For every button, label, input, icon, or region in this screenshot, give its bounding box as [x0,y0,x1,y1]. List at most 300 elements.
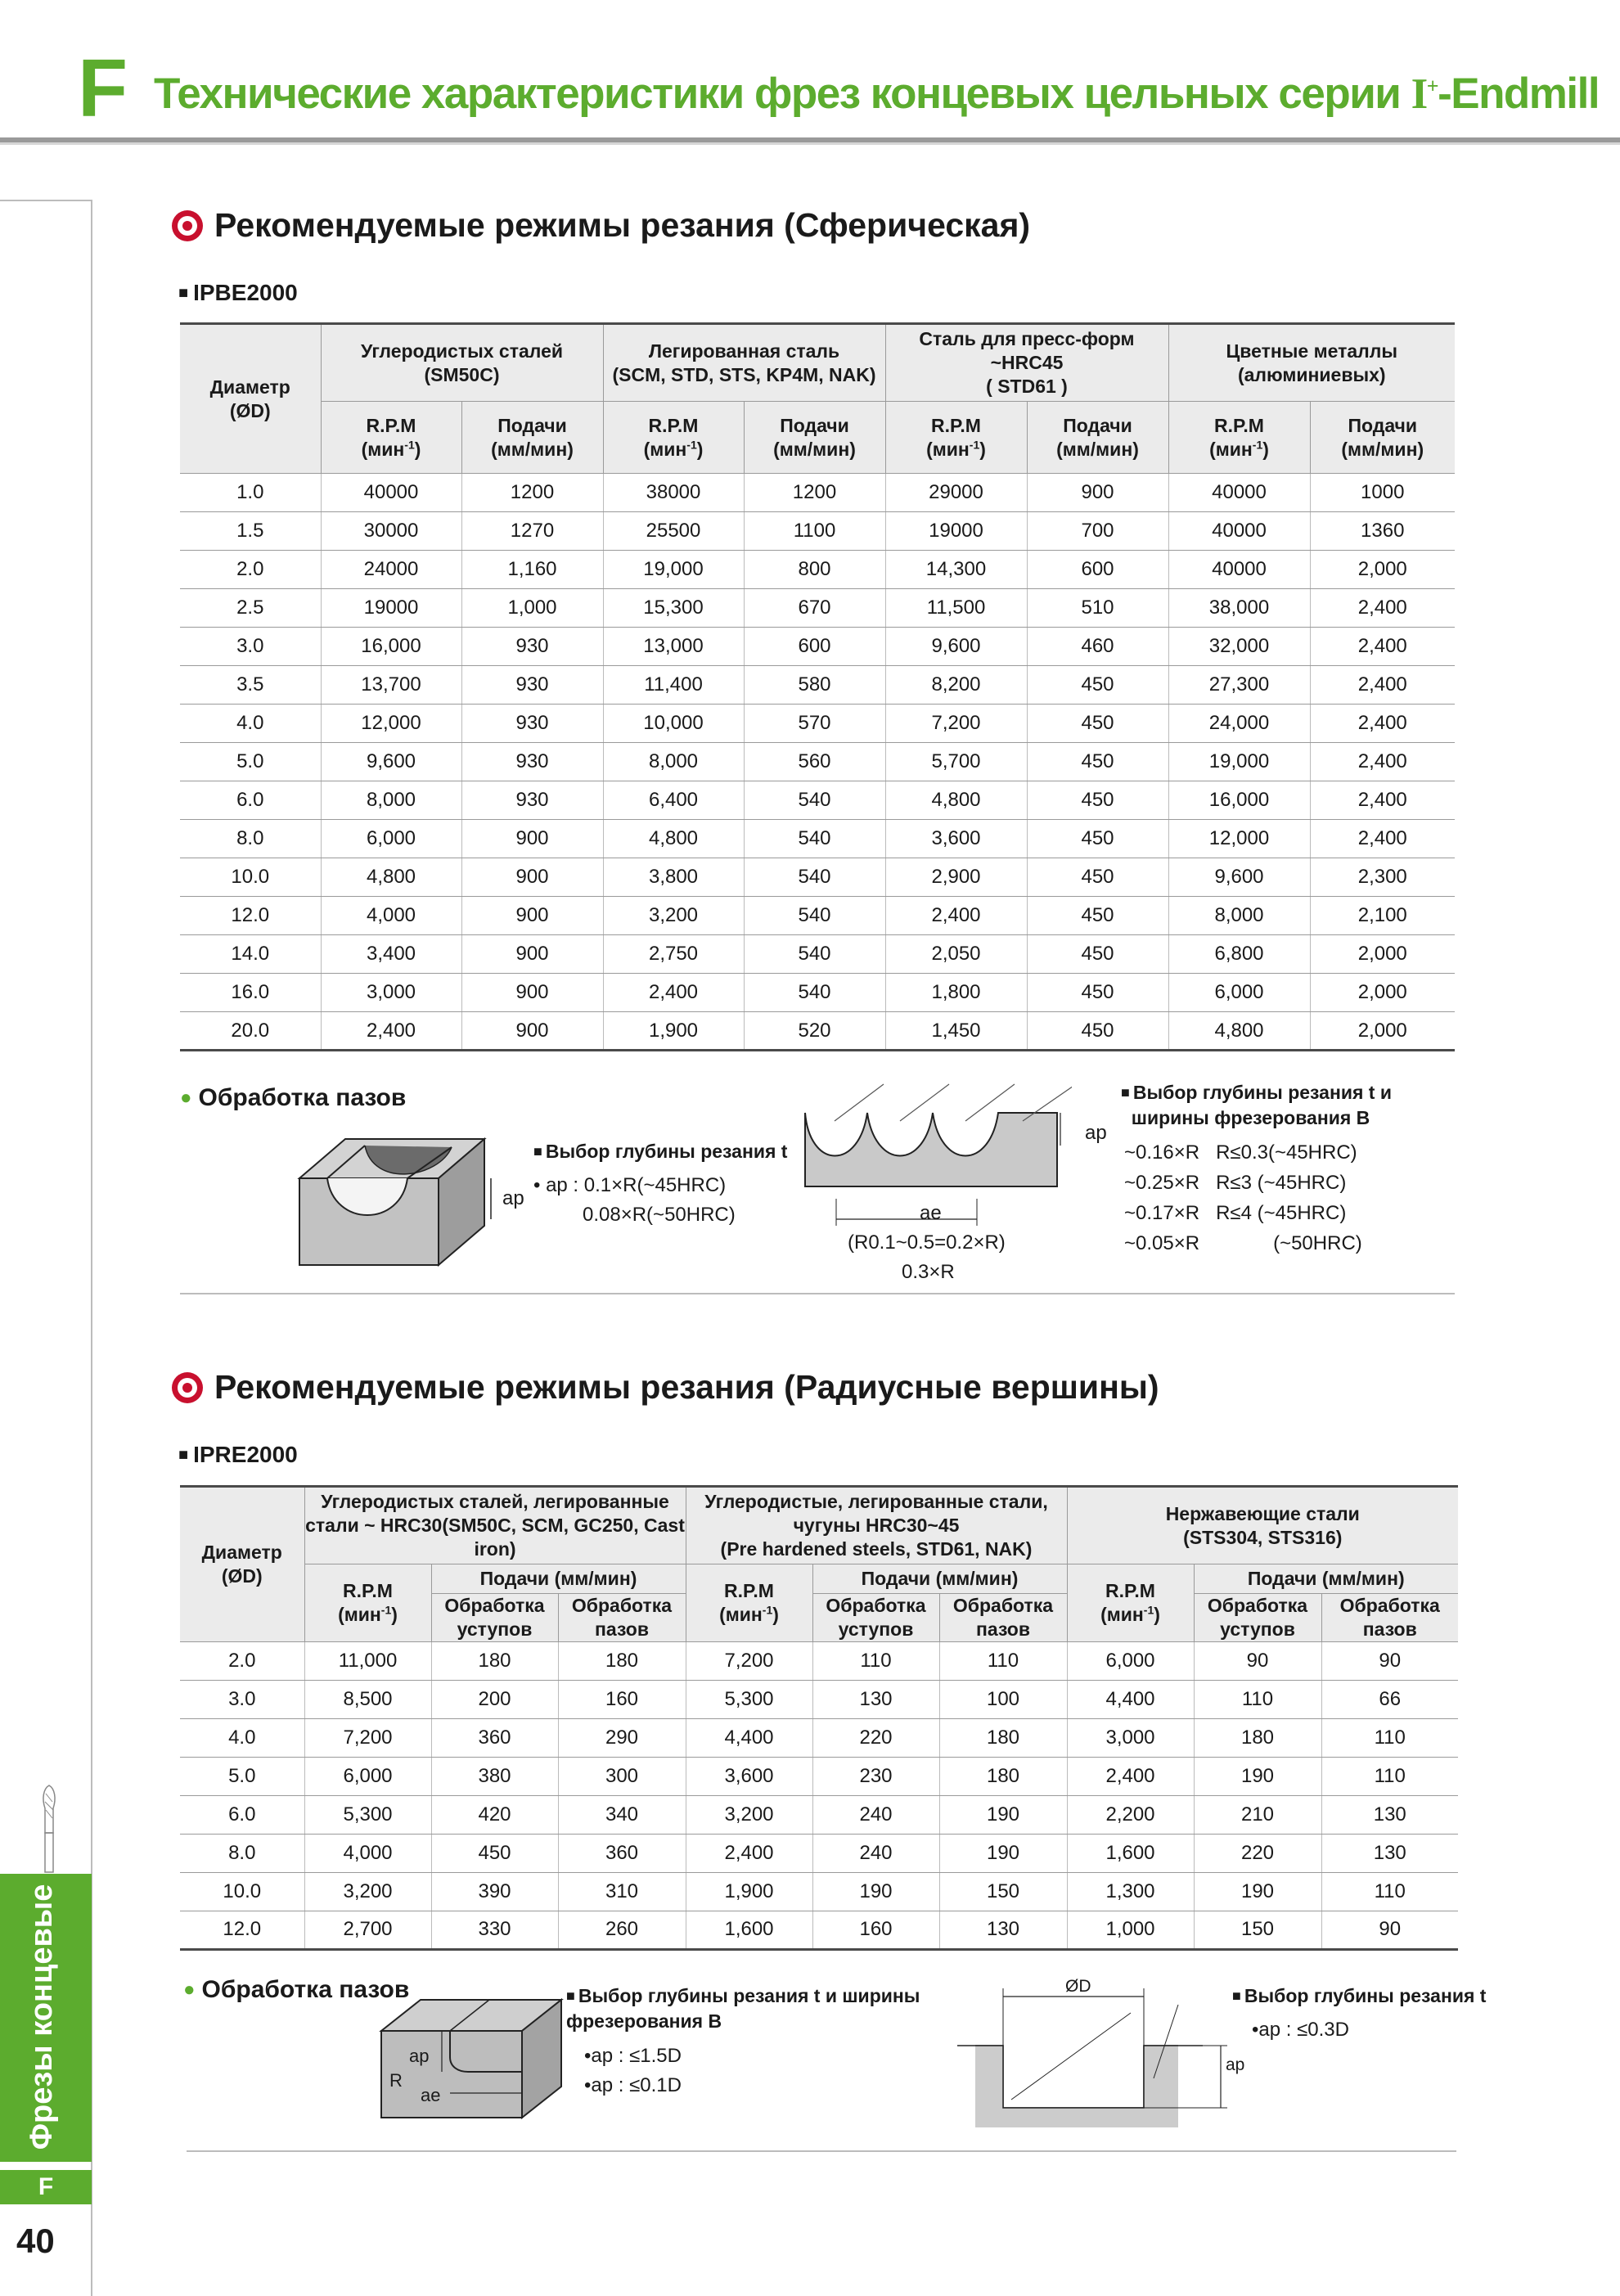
table-cell: 3,200 [603,897,744,935]
table-cell: 230 [812,1757,939,1795]
table-cell: 20.0 [180,1012,321,1051]
table-cell: 2,400 [1310,781,1455,820]
table-cell: 6,000 [1067,1641,1194,1680]
feed-group-header: Подачи (мм/мин) [812,1564,1067,1594]
table-cell: 2.5 [180,589,321,628]
table-cell: 540 [744,897,885,935]
section-separator [187,2150,1456,2152]
page-header [0,0,1620,147]
section1-notes-title: ● Обработка пазов [180,1084,406,1112]
depth-formula-1: • ap : 0.1×R(~45HRC) [533,1174,727,1196]
table-cell: 900 [461,897,603,935]
table-cell: 1,000 [461,589,603,628]
section1-model: ■ IPBE2000 [178,280,298,306]
table-cell: 10,000 [603,705,744,743]
table-cell: 4,800 [321,858,461,897]
table-cell: 2.0 [180,1641,304,1680]
table-cell: 2,400 [1310,820,1455,858]
feed-step-header: Обработка уступов [1194,1594,1321,1642]
table-cell: 1360 [1310,512,1455,551]
table-cell: 540 [744,858,885,897]
width-rule-row: ~0.25×R R≤3 (~45HRC) [1124,1172,1347,1194]
category-side-label: Фрезы концевые [25,1884,59,2150]
table-cell: 2,400 [1310,589,1455,628]
table-cell: 4,800 [603,820,744,858]
table-cell: 4,800 [1168,1012,1310,1051]
table-cell: 180 [939,1757,1067,1795]
table-cell: 40000 [1168,512,1310,551]
table-row [180,781,1455,820]
table-cell: 24000 [321,551,461,589]
feed-header: Подачи (мм/мин) [1027,402,1168,474]
ae-label-2: ae [421,2085,441,2105]
table-cell: 100 [939,1680,1067,1718]
diameter-header: Диаметр (ØD) [180,324,321,474]
table-cell: 110 [939,1641,1067,1680]
table-cell: 90 [1194,1641,1321,1680]
table-row [180,974,1455,1012]
table-cell: 5,700 [885,743,1027,781]
table-cell: 12.0 [180,897,321,935]
table-row [180,705,1455,743]
table-cell: 2,700 [304,1911,431,1949]
table-cell: 150 [939,1872,1067,1911]
table-cell: 5,300 [686,1680,812,1718]
table-cell: 1,600 [1067,1834,1194,1872]
table-cell: 160 [558,1680,686,1718]
table-cell: 110 [812,1641,939,1680]
table-cell: 190 [939,1834,1067,1872]
table-cell: 130 [1321,1834,1458,1872]
table-cell: 15,300 [603,589,744,628]
table-cell: 10.0 [180,1872,304,1911]
ap-label: ap [502,1187,524,1209]
table-cell: 4.0 [180,1718,304,1757]
ae-formula-1: (R0.1~0.5=0.2×R) [848,1231,1006,1254]
table-cell: 1,900 [686,1872,812,1911]
table-cell: 1.5 [180,512,321,551]
page-number: 40 [16,2222,55,2260]
table-cell: 2,000 [1310,974,1455,1012]
ipbe2000-table [180,322,1455,1051]
table-cell: 180 [558,1641,686,1680]
feed-header: Подачи (мм/мин) [461,402,603,474]
feed-step-header: Обработка уступов [812,1594,939,1642]
table-cell: 300 [558,1757,686,1795]
table-row [180,1641,1458,1680]
group-header: Углеродистых сталей (SM50C) [321,324,603,402]
table-cell: 380 [431,1757,558,1795]
table-cell: 12.0 [180,1911,304,1949]
table-row [180,1680,1458,1718]
table-cell: 390 [431,1872,558,1911]
table-cell: 220 [812,1718,939,1757]
depth-width-label: ■ Выбор глубины резания t и ширины фрезерования B [1121,1080,1392,1131]
ae-label: ae [920,1202,942,1224]
table-cell: 3,600 [885,820,1027,858]
table-cell: 900 [461,1012,603,1051]
feed-group-header: Подачи (мм/мин) [431,1564,686,1594]
table-cell: 190 [939,1795,1067,1834]
table-cell: 130 [812,1680,939,1718]
table-cell: 4,800 [885,781,1027,820]
table-cell: 14.0 [180,935,321,974]
table-cell: 8,200 [885,666,1027,705]
table-cell: 2,400 [1310,666,1455,705]
table-cell: 2,400 [1067,1757,1194,1795]
table-cell: 930 [461,628,603,666]
group-header: Углеродистых сталей, легированные стали ~ HRC30(SM50C, SCM, GC250, Cast iron) [304,1487,686,1564]
feed-slot-header: Обработка пазов [939,1594,1067,1642]
section2-heading: Рекомендуемые режимы резания (Радиусные вершины) [172,1368,1159,1407]
group-header: Сталь для пресс-форм ~HRC45 ( STD61 ) [885,324,1168,402]
table-cell: 6,400 [603,781,744,820]
table-cell: 16.0 [180,974,321,1012]
table-cell: 160 [812,1911,939,1949]
table-cell: 11,500 [885,589,1027,628]
table-cell: 12,000 [321,705,461,743]
table-cell: 3.0 [180,1680,304,1718]
table-row [180,1872,1458,1911]
table-row [180,1012,1455,1051]
table-cell: 1,000 [1067,1911,1194,1949]
table-cell: 6,000 [321,820,461,858]
table-cell: 7,200 [304,1718,431,1757]
od-label: ØD [1065,1977,1091,1996]
feed-slot-header: Обработка пазов [558,1594,686,1642]
table-cell: 340 [558,1795,686,1834]
table-cell: 38,000 [1168,589,1310,628]
table-cell: 11,000 [304,1641,431,1680]
diameter-header: Диаметр (ØD) [180,1487,304,1642]
table-cell: 190 [812,1872,939,1911]
table-cell: 19000 [321,589,461,628]
table-cell: 27,300 [1168,666,1310,705]
table-cell: 360 [431,1718,558,1757]
table-cell: 200 [431,1680,558,1718]
table-cell: 2,400 [321,1012,461,1051]
table-row [180,1911,1458,1949]
category-letter: F [0,2170,92,2204]
table-cell: 110 [1194,1680,1321,1718]
table-cell: 4.0 [180,705,321,743]
table-cell: 8,000 [321,781,461,820]
depth-formula-2: 0.08×R(~50HRC) [583,1204,736,1226]
slot-profile-diagram [957,1980,1252,2127]
table-cell: 570 [744,705,885,743]
table-cell: 2,400 [686,1834,812,1872]
table-cell: 670 [744,589,885,628]
table-cell: 800 [744,551,885,589]
table-cell: 450 [1027,858,1168,897]
ap-label-4: ap [1226,2055,1245,2074]
table-cell: 240 [812,1795,939,1834]
feed-group-header: Подачи (мм/мин) [1194,1564,1458,1594]
table-row [180,820,1455,858]
table-cell: 510 [1027,589,1168,628]
table-cell: 1100 [744,512,885,551]
table-cell: 540 [744,974,885,1012]
table-cell: 5.0 [180,1757,304,1795]
target-bullet-icon [172,210,203,241]
table-cell: 66 [1321,1680,1458,1718]
rpm-header: R.P.M (мин$^{-1}$) [1067,1564,1194,1642]
table-cell: 1,450 [885,1012,1027,1051]
width-rule-row: ~0.05×R (~50HRC) [1124,1232,1362,1254]
table-cell: 40000 [321,474,461,512]
target-bullet-icon [172,1372,203,1403]
table-cell: 4,400 [1067,1680,1194,1718]
table-row [180,474,1455,512]
group-header: Легированная сталь (SCM, STD, STS, KP4M, NAK) [603,324,885,402]
table-cell: 240 [812,1834,939,1872]
table-cell: 1,600 [686,1911,812,1949]
table-cell: 180 [1194,1718,1321,1757]
table-cell: 580 [744,666,885,705]
section-letter: F [78,43,128,134]
table-cell: 2,900 [885,858,1027,897]
table-cell: 2,000 [1310,1012,1455,1051]
table-cell: 180 [939,1718,1067,1757]
table-cell: 930 [461,705,603,743]
table-cell: 11,400 [603,666,744,705]
table-cell: 13,700 [321,666,461,705]
table-cell: 2,400 [1310,628,1455,666]
table-cell: 930 [461,666,603,705]
depth-formula-4: •ap : ≤0.1D [584,2074,682,2096]
corner-radius-block-diagram [378,1997,566,2119]
table-cell: 1,160 [461,551,603,589]
table-cell: 3.0 [180,628,321,666]
table-cell: 19,000 [603,551,744,589]
table-row [180,897,1455,935]
feed-slot-header: Обработка пазов [1321,1594,1458,1642]
ap-label-2: ap [1085,1122,1107,1144]
table-cell: 930 [461,781,603,820]
table-cell: 2,000 [1310,935,1455,974]
table-cell: 3,200 [304,1872,431,1911]
table-cell: 930 [461,743,603,781]
table-cell: 2.0 [180,551,321,589]
table-cell: 310 [558,1872,686,1911]
table-cell: 16,000 [1168,781,1310,820]
table-cell: 3,200 [686,1795,812,1834]
table-row [180,628,1455,666]
depth-formula-5: •ap : ≤0.3D [1252,2019,1349,2041]
table-cell: 540 [744,935,885,974]
section-separator [180,1293,1455,1294]
rpm-header: R.P.M (мин$^{-1}$) [1168,402,1310,474]
table-cell: 2,100 [1310,897,1455,935]
table-cell: 10.0 [180,858,321,897]
table-row [180,858,1455,897]
margin-top-line [0,200,92,201]
table-cell: 450 [1027,820,1168,858]
rpm-header: R.P.M (мин$^{-1}$) [321,402,461,474]
table-cell: 6,000 [304,1757,431,1795]
table-row [180,1757,1458,1795]
table-cell: 4,000 [304,1834,431,1872]
table-cell: 330 [431,1911,558,1949]
table-row [180,512,1455,551]
table-cell: 180 [431,1641,558,1680]
table-cell: 130 [939,1911,1067,1949]
table-row [180,589,1455,628]
table-cell: 90 [1321,1911,1458,1949]
section2-model: ■ IPRE2000 [178,1442,298,1468]
table-cell: 3.5 [180,666,321,705]
depth-formula-3: •ap : ≤1.5D [584,2045,682,2067]
table-cell: 9,600 [1168,858,1310,897]
table-cell: 190 [1194,1872,1321,1911]
table-cell: 25500 [603,512,744,551]
table-cell: 8.0 [180,1834,304,1872]
table-cell: 3,800 [603,858,744,897]
table-cell: 520 [744,1012,885,1051]
table-row [180,551,1455,589]
table-cell: 9,600 [321,743,461,781]
table-cell: 1,900 [603,1012,744,1051]
depth-width-label-2: ■ Выбор глубины резания t и ширины фрезерования B [566,1983,920,2034]
table-cell: 360 [558,1834,686,1872]
table-cell: 40000 [1168,474,1310,512]
table-row [180,666,1455,705]
table-row [180,743,1455,781]
table-cell: 5,300 [304,1795,431,1834]
table-cell: 540 [744,781,885,820]
ae-formula-2: 0.3×R [902,1261,955,1283]
table-cell: 30000 [321,512,461,551]
slot-block-diagram [295,1129,524,1268]
depth-selection-label-2: ■ Выбор глубины резания t [1232,1983,1486,2009]
table-cell: 14,300 [885,551,1027,589]
table-cell: 4,000 [321,897,461,935]
r-label: R [389,2070,403,2091]
table-cell: 450 [1027,666,1168,705]
table-row [180,1718,1458,1757]
table-cell: 6,000 [1168,974,1310,1012]
table-cell: 460 [1027,628,1168,666]
table-cell: 130 [1321,1795,1458,1834]
table-cell: 1270 [461,512,603,551]
table-cell: 1200 [744,474,885,512]
table-cell: 24,000 [1168,705,1310,743]
table-cell: 540 [744,820,885,858]
width-rule-row: ~0.17×R R≤4 (~45HRC) [1124,1202,1347,1224]
table-cell: 5.0 [180,743,321,781]
table-cell: 450 [1027,781,1168,820]
table-cell: 1200 [461,474,603,512]
table-row [180,1795,1458,1834]
table-cell: 19000 [885,512,1027,551]
page-title: Технические характеристики фрез концевых цельных серии I+-Endmill [154,70,1600,118]
section2-notes-title: ● Обработка пазов [183,1976,409,2004]
header-rule-light [0,142,1620,145]
table-cell: 220 [1194,1834,1321,1872]
table-cell: 8,500 [304,1680,431,1718]
table-cell: 260 [558,1911,686,1949]
table-cell: 110 [1321,1872,1458,1911]
table-cell: 4,400 [686,1718,812,1757]
endmill-tool-icon [38,1784,60,1874]
table-cell: 900 [461,935,603,974]
table-cell: 2,400 [1310,743,1455,781]
table-cell: 450 [1027,897,1168,935]
table-cell: 19,000 [1168,743,1310,781]
table-cell: 3,000 [1067,1718,1194,1757]
feed-step-header: Обработка уступов [431,1594,558,1642]
table-cell: 290 [558,1718,686,1757]
table-cell: 13,000 [603,628,744,666]
table-cell: 8,000 [1168,897,1310,935]
table-cell: 210 [1194,1795,1321,1834]
table-cell: 190 [1194,1757,1321,1795]
rpm-header: R.P.M (мин$^{-1}$) [686,1564,812,1642]
table-cell: 2,400 [603,974,744,1012]
table-cell: 3,600 [686,1757,812,1795]
table-cell: 110 [1321,1757,1458,1795]
table-cell: 29000 [885,474,1027,512]
table-cell: 12,000 [1168,820,1310,858]
table-cell: 7,200 [686,1641,812,1680]
table-cell: 2,200 [1067,1795,1194,1834]
table-cell: 450 [1027,705,1168,743]
table-cell: 2,300 [1310,858,1455,897]
table-cell: 450 [431,1834,558,1872]
table-cell: 150 [1194,1911,1321,1949]
table-cell: 110 [1321,1718,1458,1757]
table-cell: 450 [1027,743,1168,781]
table-cell: 450 [1027,1012,1168,1051]
table-row [180,935,1455,974]
feed-header: Подачи (мм/мин) [744,402,885,474]
table-cell: 450 [1027,974,1168,1012]
table-cell: 90 [1321,1641,1458,1680]
table-cell: 6.0 [180,781,321,820]
table-cell: 600 [1027,551,1168,589]
depth-selection-label: ■ Выбор глубины резания t [533,1139,787,1164]
table-cell: 2,400 [1310,705,1455,743]
rpm-header: R.P.M (мин$^{-1}$) [885,402,1027,474]
width-rule-row: ~0.16×R R≤0.3(~45HRC) [1124,1141,1357,1164]
group-header: Углеродистые, легированные стали, чугуны HRC30~45 (Pre hardened steels, STD61, NAK) [686,1487,1067,1564]
group-header: Нержавеющие стали (STS304, STS316) [1067,1487,1458,1564]
table-cell: 7,200 [885,705,1027,743]
table-cell: 6.0 [180,1795,304,1834]
table-cell: 900 [461,858,603,897]
table-cell: 2,000 [1310,551,1455,589]
table-cell: 1.0 [180,474,321,512]
table-cell: 38000 [603,474,744,512]
table-cell: 16,000 [321,628,461,666]
table-cell: 2,750 [603,935,744,974]
table-cell: 900 [461,820,603,858]
table-row [180,1834,1458,1872]
table-cell: 600 [744,628,885,666]
table-cell: 9,600 [885,628,1027,666]
table-cell: 900 [461,974,603,1012]
table-cell: 1,300 [1067,1872,1194,1911]
table-cell: 900 [1027,474,1168,512]
table-cell: 1,800 [885,974,1027,1012]
table-cell: 8,000 [603,743,744,781]
table-cell: 450 [1027,935,1168,974]
group-header: Цветные металлы (алюминиевых) [1168,324,1455,402]
ap-label-3: ap [409,2046,430,2066]
section1-heading: Рекомендуемые режимы резания (Сферическая) [172,206,1030,245]
table-cell: 560 [744,743,885,781]
table-cell: 8.0 [180,820,321,858]
